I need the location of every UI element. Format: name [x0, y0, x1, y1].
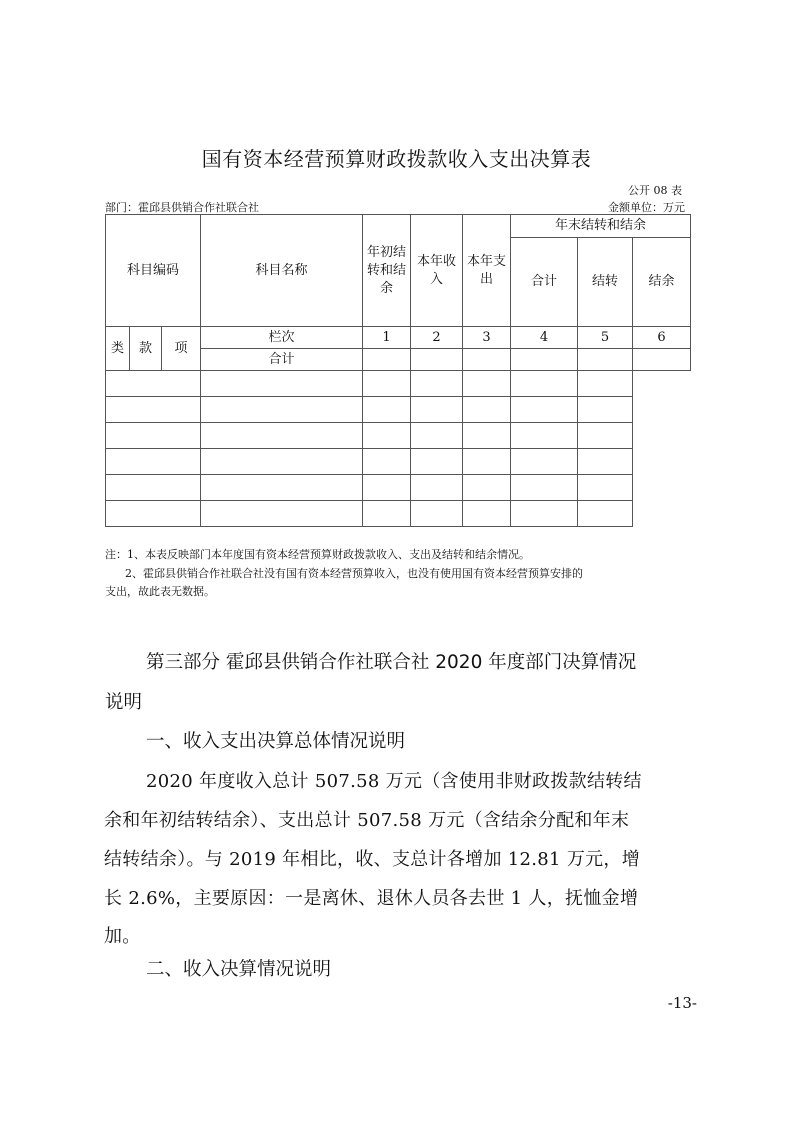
value-cell — [511, 423, 578, 449]
paragraph-line: 余和年初结转结余）、支出总计 507.58 万元（含结余分配和年末 — [104, 810, 630, 831]
budget-table — [105, 214, 691, 527]
value-cell — [411, 397, 463, 423]
total-cell — [578, 349, 633, 371]
value-cell — [511, 371, 578, 397]
value-cell — [578, 371, 633, 397]
value-cell — [411, 501, 463, 527]
heading-overall: 一、收入支出决算总体情况说明 — [146, 731, 406, 752]
header-year-end-group: 年末结转和结余 — [511, 215, 691, 238]
value-cell — [411, 475, 463, 501]
column-number: 4 — [511, 327, 578, 349]
header-item: 项 — [162, 327, 201, 371]
header-surplus: 结余 — [633, 238, 691, 327]
table-row — [106, 423, 691, 449]
column-number: 1 — [363, 327, 411, 349]
part-title-continued: 说明 — [105, 692, 143, 713]
value-cell — [578, 449, 633, 475]
header-income: 本年收入 — [411, 215, 463, 327]
value-cell — [363, 423, 411, 449]
value-cell — [411, 371, 463, 397]
table-row — [106, 397, 691, 423]
header-expenditure: 本年支出 — [463, 215, 511, 327]
subject-name-cell — [201, 501, 363, 527]
total-cell — [511, 349, 578, 371]
value-cell — [511, 475, 578, 501]
subject-code-cell — [106, 475, 201, 501]
total-cell — [363, 349, 411, 371]
value-cell — [463, 423, 511, 449]
subject-name-cell — [201, 397, 363, 423]
subject-code-cell — [106, 449, 201, 475]
header-subject-code: 科目编码 — [106, 215, 201, 327]
total-row-label: 合计 — [201, 349, 363, 371]
paragraph-line: 结转结余）。与 2019 年相比，收、支总计各增加 12.81 万元，增 — [104, 849, 641, 870]
value-cell — [511, 449, 578, 475]
part-title: 第三部分 霍邱县供销合作社联合社 2020 年度部门决算情况 — [146, 652, 637, 673]
value-cell — [411, 449, 463, 475]
value-cell — [363, 371, 411, 397]
total-cell — [411, 349, 463, 371]
page-number: -13- — [667, 994, 697, 1012]
value-cell — [463, 371, 511, 397]
table-title: 国有资本经营预算财政拨款收入支出决算表 — [201, 147, 592, 171]
value-cell — [463, 501, 511, 527]
value-cell — [363, 397, 411, 423]
header-total: 合计 — [511, 238, 578, 327]
header-class: 类 — [106, 327, 130, 371]
heading-income: 二、收入决算情况说明 — [146, 959, 332, 980]
value-cell — [463, 475, 511, 501]
note-2: 2、霍邱县供销合作社联合社没有国有资本经营预算收入，也没有使用国有资本经营预算安排的 — [125, 567, 583, 580]
subject-name-cell — [201, 449, 363, 475]
note-1: 注：1、本表反映部门本年度国有资本经营预算财政拨款收入、支出及结转和结余情况。 — [105, 548, 530, 561]
subject-code-cell — [106, 423, 201, 449]
value-cell — [363, 501, 411, 527]
value-cell — [463, 449, 511, 475]
subject-name-cell — [201, 475, 363, 501]
value-cell — [578, 397, 633, 423]
header-opening-balance: 年初结转和结余 — [363, 215, 411, 327]
value-cell — [363, 475, 411, 501]
subject-name-cell — [201, 423, 363, 449]
department-label: 部门：霍邱县供销合作社联合社 — [105, 201, 259, 214]
value-cell — [578, 423, 633, 449]
total-cell — [463, 349, 511, 371]
table-body — [106, 371, 691, 527]
value-cell — [578, 475, 633, 501]
table-row — [106, 371, 691, 397]
subject-code-cell — [106, 371, 201, 397]
amount-unit-label: 金额单位：万元 — [608, 201, 685, 214]
column-number: 3 — [463, 327, 511, 349]
paragraph-line: 加。 — [104, 926, 141, 947]
value-cell — [511, 501, 578, 527]
value-cell — [411, 423, 463, 449]
total-cell — [633, 349, 691, 371]
column-number: 5 — [578, 327, 633, 349]
paragraph-line: 2020 年度收入总计 507.58 万元（含使用非财政拨款结转结 — [146, 771, 642, 792]
header-section: 款 — [130, 327, 162, 371]
note-2-continued: 支出，故此表无数据。 — [105, 585, 215, 598]
column-number: 2 — [411, 327, 463, 349]
paragraph-line: 长 2.6%，主要原因：一是离休、退休人员各去世 1 人，抚恤金增 — [104, 888, 639, 909]
subject-code-cell — [106, 397, 201, 423]
table-row — [106, 475, 691, 501]
table-row — [106, 501, 691, 527]
column-index-label: 栏次 — [201, 327, 363, 349]
value-cell — [463, 397, 511, 423]
subject-name-cell — [201, 371, 363, 397]
header-carryover: 结转 — [578, 238, 633, 327]
subject-code-cell — [106, 501, 201, 527]
header-subject-name: 科目名称 — [201, 215, 363, 327]
value-cell — [511, 397, 578, 423]
column-number: 6 — [633, 327, 691, 349]
value-cell — [363, 449, 411, 475]
value-cell — [578, 501, 633, 527]
table-row — [106, 449, 691, 475]
form-number: 公开 08 表 — [628, 184, 682, 197]
